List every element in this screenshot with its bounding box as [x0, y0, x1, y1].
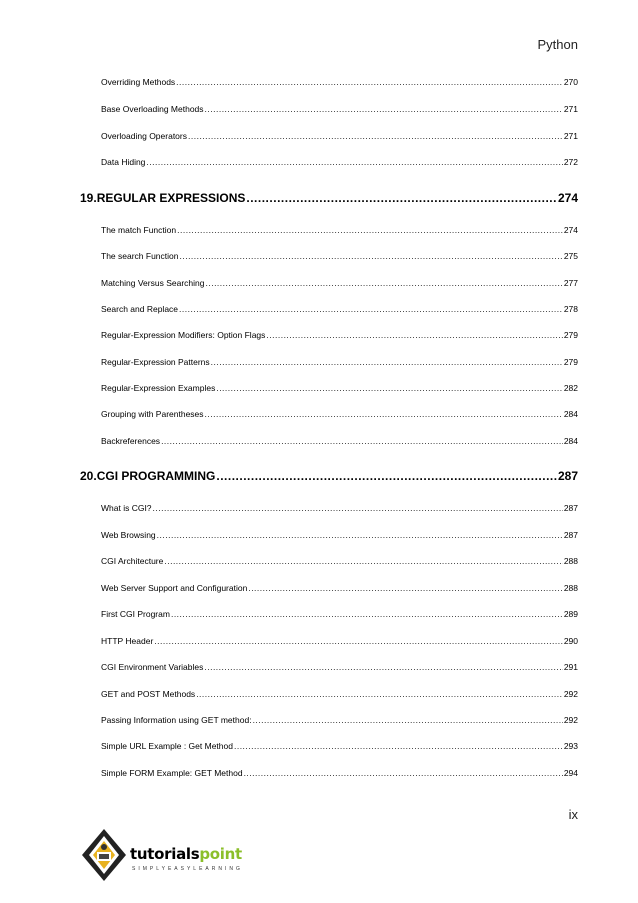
toc-page-number: 292 [563, 689, 578, 699]
toc-page-number: 279 [563, 357, 578, 367]
toc-page-number: 275 [563, 251, 578, 261]
toc-entry-label: CGI Environment Variables [101, 662, 204, 672]
toc-entry-label: The match Function [101, 225, 177, 235]
toc-page-number: 288 [563, 583, 578, 593]
toc-entry[interactable] [101, 741, 578, 751]
toc-entry-label: First CGI Program [101, 609, 170, 619]
toc-dot-leader [205, 278, 562, 288]
toc-entry-label: Overriding Methods [101, 77, 176, 87]
toc-chapter-entry[interactable] [80, 191, 578, 205]
toc-chapter-number: 20. [80, 469, 97, 483]
toc-entry-label: Overloading Operators [101, 131, 187, 141]
toc-page-number: 289 [563, 609, 578, 619]
toc-page-number: 274 [563, 225, 578, 235]
toc-page-number: 278 [563, 304, 578, 314]
toc-dot-leader [266, 330, 562, 340]
toc-dot-leader [211, 357, 563, 367]
toc-entry[interactable] [101, 715, 578, 725]
toc-dot-leader [196, 689, 563, 699]
toc-entry-label: REGULAR EXPRESSIONS [96, 191, 246, 205]
toc-page-number: 287 [557, 469, 578, 483]
toc-dot-leader [179, 304, 563, 314]
toc-dot-leader [188, 131, 563, 141]
toc-entry-label: HTTP Header [101, 636, 154, 646]
toc-dot-leader [146, 157, 562, 167]
toc-dot-leader [244, 768, 563, 778]
toc-entry[interactable] [101, 77, 578, 87]
toc-entry[interactable] [101, 104, 578, 114]
toc-page-number: 287 [563, 503, 578, 513]
toc-entry-label: Web Browsing [101, 530, 156, 540]
toc-dot-leader [153, 503, 563, 513]
toc-page-number: 274 [557, 191, 578, 205]
logo-text-main: tutorials [130, 845, 200, 863]
toc-entry[interactable] [101, 662, 578, 672]
toc-dot-leader [161, 436, 563, 446]
toc-page-number: 272 [563, 157, 578, 167]
page-number: ix [568, 807, 578, 822]
toc-entry-label: Regular-Expression Modifiers: Option Flags [101, 330, 266, 340]
logo-tagline: SIMPLYEASYLEARNING [132, 866, 243, 872]
toc-dot-leader [176, 77, 563, 87]
toc-entry-label: Data Hiding [101, 157, 146, 167]
toc-dot-leader [157, 530, 563, 540]
logo-text-accent: point [199, 845, 242, 863]
toc-entry-label: Backreferences [101, 436, 161, 446]
toc-dot-leader [205, 409, 563, 419]
toc-dot-leader [234, 741, 563, 751]
toc-entry-label: Base Overloading Methods [101, 104, 204, 114]
toc-entry[interactable] [101, 225, 578, 235]
toc-entry-label: Simple URL Example : Get Method [101, 741, 233, 751]
toc-entry[interactable] [101, 556, 578, 566]
toc-entry[interactable] [101, 689, 578, 699]
toc-dot-leader [171, 609, 563, 619]
toc-dot-leader [216, 383, 562, 393]
toc-entry-label: CGI PROGRAMMING [96, 469, 216, 483]
toc-entry[interactable] [101, 530, 578, 540]
toc-entry[interactable] [101, 436, 578, 446]
logo-wordmark [130, 845, 242, 863]
toc-entry[interactable] [101, 768, 578, 778]
toc-page-number: 293 [563, 741, 578, 751]
toc-chapter-number: 19. [80, 191, 97, 205]
running-header-title: Python [537, 37, 578, 52]
toc-page-number: 279 [563, 330, 578, 340]
toc-page-number: 284 [563, 409, 578, 419]
toc-entry[interactable] [101, 330, 578, 340]
toc-entry[interactable] [101, 251, 578, 261]
toc-entry[interactable] [101, 409, 578, 419]
toc-page-number: 287 [563, 530, 578, 540]
toc-entry-label: Web Server Support and Configuration [101, 583, 248, 593]
toc-page-number: 271 [563, 131, 578, 141]
toc-dot-leader [164, 556, 562, 566]
toc-entry[interactable] [101, 278, 578, 288]
toc-entry-label: Matching Versus Searching [101, 278, 205, 288]
toc-entry-label: GET and POST Methods [101, 689, 196, 699]
toc-page-number: 271 [563, 104, 578, 114]
toc-entry[interactable] [101, 583, 578, 593]
toc-entry[interactable] [101, 609, 578, 619]
toc-entry-label: Search and Replace [101, 304, 179, 314]
toc-page-number: 291 [563, 662, 578, 672]
toc-entry-label: Regular-Expression Examples [101, 383, 216, 393]
toc-dot-leader [154, 636, 563, 646]
toc-dot-leader [248, 583, 562, 593]
tutorialspoint-logo-icon [78, 825, 130, 885]
toc-dot-leader [205, 104, 563, 114]
toc-page-number: 282 [563, 383, 578, 393]
toc-entry[interactable] [101, 131, 578, 141]
toc-chapter-entry[interactable] [80, 469, 578, 483]
toc-dot-leader [179, 251, 562, 261]
toc-entry-label: Passing Information using GET method: [101, 715, 252, 725]
toc-page-number: 292 [563, 715, 578, 725]
toc-page-number: 277 [563, 278, 578, 288]
toc-entry-label: The search Function [101, 251, 179, 261]
toc-entry-label: Regular-Expression Patterns [101, 357, 210, 367]
toc-entry[interactable] [101, 383, 578, 393]
toc-dot-leader [204, 662, 562, 672]
toc-page-number: 288 [563, 556, 578, 566]
toc-page-number: 290 [563, 636, 578, 646]
toc-page-number: 270 [563, 77, 578, 87]
toc-entry-label: Simple FORM Example: GET Method [101, 768, 243, 778]
tutorialspoint-logo [78, 825, 278, 885]
toc-entry-label: CGI Architecture [101, 556, 164, 566]
toc-dot-leader [253, 715, 563, 725]
toc-entry[interactable] [101, 157, 578, 167]
toc-page-number: 294 [563, 768, 578, 778]
toc-entry-label: What is CGI? [101, 503, 152, 513]
toc-entry[interactable] [101, 503, 578, 513]
toc-dot-leader [216, 469, 557, 483]
toc-dot-leader [177, 225, 563, 235]
toc-entry-label: Grouping with Parentheses [101, 409, 204, 419]
toc-entry[interactable] [101, 357, 578, 367]
toc-entry[interactable] [101, 304, 578, 314]
toc-entry[interactable] [101, 636, 578, 646]
toc-page-number: 284 [563, 436, 578, 446]
toc-dot-leader [246, 191, 557, 205]
